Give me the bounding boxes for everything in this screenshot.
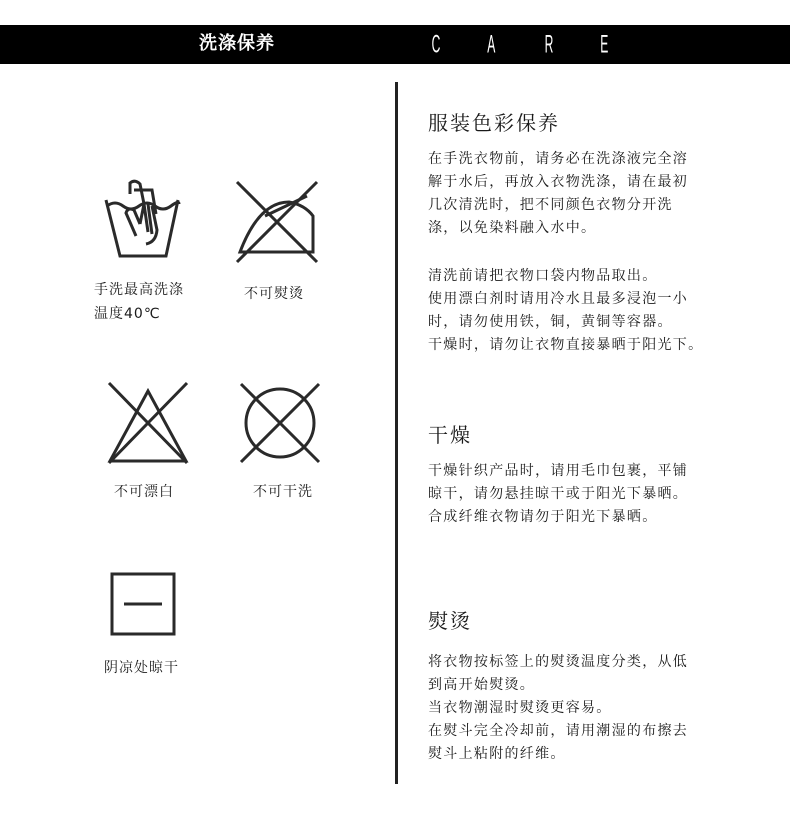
drying-title: 干燥	[428, 423, 472, 447]
banner-title: 洗涤保养	[199, 33, 275, 54]
drying-paragraph: 干燥针织产品时，请用毛巾包裹，平铺 晾干，请勿悬挂晾干或于阳光下暴晒。 合成纤维衣物请勿于阳光下暴晒。	[428, 463, 689, 525]
no-bleach-label: 不可漂白	[114, 484, 174, 500]
banner-letter-c: C	[431, 30, 441, 59]
color-care-title: 服装色彩保养	[428, 111, 560, 135]
hand-wash-label: 手洗最高洗涤 温度40℃	[94, 282, 184, 322]
banner-letter-e: E	[600, 30, 609, 59]
ironing-paragraph: 将衣物按标签上的熨烫温度分类，从低 到高开始熨烫。 当衣物潮湿时熨烫更容易。 在熨斗完全冷却前，请用潮湿的布擦去 熨斗上粘附的纤维。	[428, 654, 689, 762]
banner-letter-a: A	[487, 30, 496, 59]
header-banner	[0, 25, 790, 64]
shade-dry-label: 阴凉处晾干	[104, 660, 179, 676]
vertical-divider	[395, 82, 398, 784]
shade-dry-icon	[110, 572, 176, 636]
no-dry-clean-label: 不可干洗	[253, 484, 313, 500]
hand-wash-icon	[104, 180, 180, 258]
banner-letter-r: R	[544, 30, 554, 59]
ironing-title: 熨烫	[428, 609, 472, 633]
no-iron-label: 不可熨烫	[244, 286, 304, 302]
no-bleach-icon	[107, 381, 189, 465]
color-care-paragraph-1: 在手洗衣物前，请务必在洗涤液完全溶 解于水后，再放入衣物洗涤，请在最初 几次清洗时，把不同颜色衣物分开洗 涤，以免染料融入水中。	[428, 151, 689, 236]
no-iron-icon	[235, 180, 319, 264]
color-care-paragraph-2: 清洗前请把衣物口袋内物品取出。 使用漂白剂时请用冷水且最多浸泡一小 时，请勿使用铁，铜，黄铜等容器。 干燥时，请勿让衣物直接暴晒于阳光下。	[428, 268, 704, 353]
no-dry-clean-icon	[238, 381, 322, 465]
